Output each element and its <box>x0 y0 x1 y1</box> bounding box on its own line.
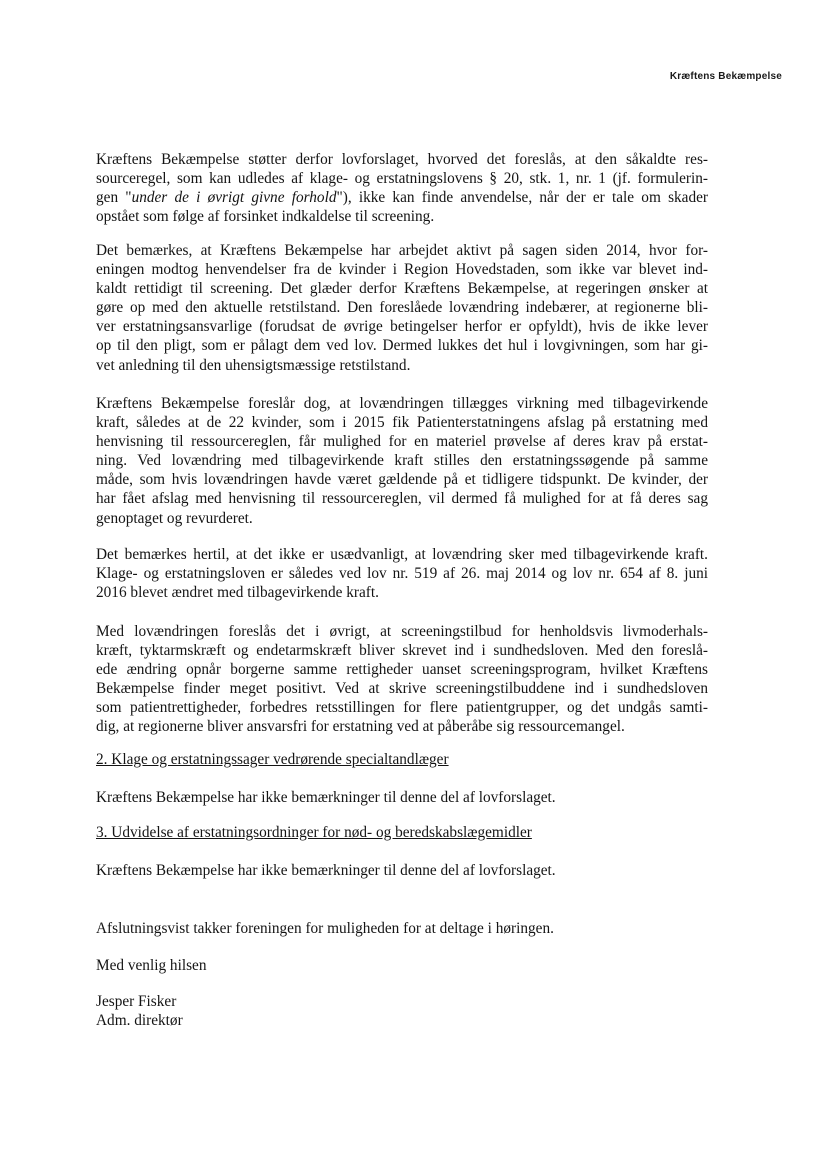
text-line: vet anledning til den uhensigtsmæssige retstilstand. <box>96 356 411 374</box>
text-line: kraft, således at de 22 kvinder, som i 2015 fik Patienterstatningens afslag på erstatning med <box>96 414 708 432</box>
signer-title: Adm. direktør <box>96 1012 183 1029</box>
text-line: sourceregel, som kan udledes af klage- og erstatningslovens § 20, stk. 1, nr. 1 (jf. formulerin- <box>96 170 708 188</box>
paragraph-resource-rule <box>96 150 708 226</box>
text-line: genoptaget og revurderet. <box>96 509 253 527</box>
text-line: opstået som følge af forsinket indkaldelse til screening. <box>96 208 435 226</box>
text-fragment: gen " <box>96 189 132 207</box>
closing-thanks: Afslutningsvist takker foreningen for muligheden for at deltage i høringen. <box>96 920 554 937</box>
text-line: Bekæmpelse finder meget positivt. Ved at skrive screeningstilbuddene ind i sundhedsloven <box>96 680 708 698</box>
closing-greeting: Med venlig hilsen <box>96 957 207 974</box>
text-line: måde, som hvis lovændringen havde været gældende på et tidligere tidspunkt. De kvinder, der <box>96 471 708 489</box>
text-line: Det bemærkes, at Kræftens Bekæmpelse har arbejdet aktivt på sagen siden 2014, hvor for- <box>96 242 708 259</box>
signer-name: Jesper Fisker <box>96 993 177 1010</box>
text-line: ver erstatningsansvarlige (forudsat de øvrige betingelser herfor er opfyldt), hvis de ikke lever <box>96 318 708 336</box>
text-line: kræft, tyktarmskræft og endetarmskræft bliver skrevet ind i sundhedsloven. Med den foreslå- <box>96 642 708 660</box>
paragraph-retroactive-effect <box>96 394 708 528</box>
text-line: har fået afslag med henvisning til ressourcereglen, vil dermed få mulighed for at få deres sag <box>96 490 708 508</box>
text-line: ning. Ved lovændring med tilbagevirkende kraft stilles den erstatningssøgende på samme <box>96 452 708 470</box>
text-fragment: "), ikke kan finde anvendelse, når der er tale om skader <box>336 189 708 207</box>
paragraph-screening-offers <box>96 622 708 737</box>
text-line: eningen modtog henvendelser fra de kvinder i Region Hovedstaden, som ikke var blevet ind- <box>96 261 708 279</box>
section-2-text: Kræftens Bekæmpelse har ikke bemærkninger til denne del af lovforslaget. <box>96 789 556 806</box>
text-line: som patientrettigheder, forbedres retsstillingen for flere patientgrupper, og det undgås samti- <box>96 699 708 717</box>
section-3-text: Kræftens Bekæmpelse har ikke bemærkninger til denne del af lovforslaget. <box>96 862 556 879</box>
section-2-heading: 2. Klage og erstatningssager vedrørende specialtandlæger <box>96 751 449 768</box>
text-line: 2016 blevet ændret med tilbagevirkende kraft. <box>96 584 379 602</box>
text-line: Kræftens Bekæmpelse foreslår dog, at lovændringen tillægges virkning med tilbagevirkende <box>96 395 708 412</box>
text-line: dig, at regionerne bliver ansvarsfri for erstatning ved at påberåbe sig ressourcemangel. <box>96 718 625 736</box>
text-line: henvisning til ressourcereglen, får mulighed for en materiel prøvelse af deres krav på erstat- <box>96 433 708 451</box>
paragraph-not-unusual <box>96 545 708 602</box>
text-line: ede ændring opnår borgerne samme rettigheder uanset screeningsprogram, hvilket Kræftens <box>96 661 708 679</box>
text-line: Med lovændringen foreslås det i øvrigt, at screeningstilbud for henholdsvis livmoderhals- <box>96 623 708 640</box>
text-line: kaldt rettidigt til screening. Det glæder derfor Kræftens Bekæmpelse, at regeringen ønsker at <box>96 280 708 298</box>
section-3-heading: 3. Udvidelse af erstatningsordninger for nød- og beredskabslægemidler <box>96 824 532 841</box>
text-line <box>96 188 708 207</box>
header-organization-name: Kræftens Bekæmpelse <box>669 71 782 82</box>
text-line: gøre op med den aktuelle retstilstand. Den foreslåede lovændring indebærer, at regionerne bli- <box>96 299 708 317</box>
text-line: op til den pligt, som er pålagt dem ved lov. Dermed lukkes det hul i lovgivningen, som har gi- <box>96 337 708 355</box>
text-line: Det bemærkes hertil, at det ikke er usædvanligt, at lovændring sker med tilbagevirkende kraft. <box>96 546 708 563</box>
text-line: Klage- og erstatningsloven er således ved lov nr. 519 af 26. maj 2014 og lov nr. 654 af 8. juni <box>96 565 708 583</box>
text-line: Kræftens Bekæmpelse støtter derfor lovforslaget, hvorved det foreslås, at den såkaldte res- <box>96 151 708 168</box>
quoted-phrase: under de i øvrigt givne forhold <box>131 189 337 207</box>
paragraph-active-since-2014 <box>96 241 708 375</box>
